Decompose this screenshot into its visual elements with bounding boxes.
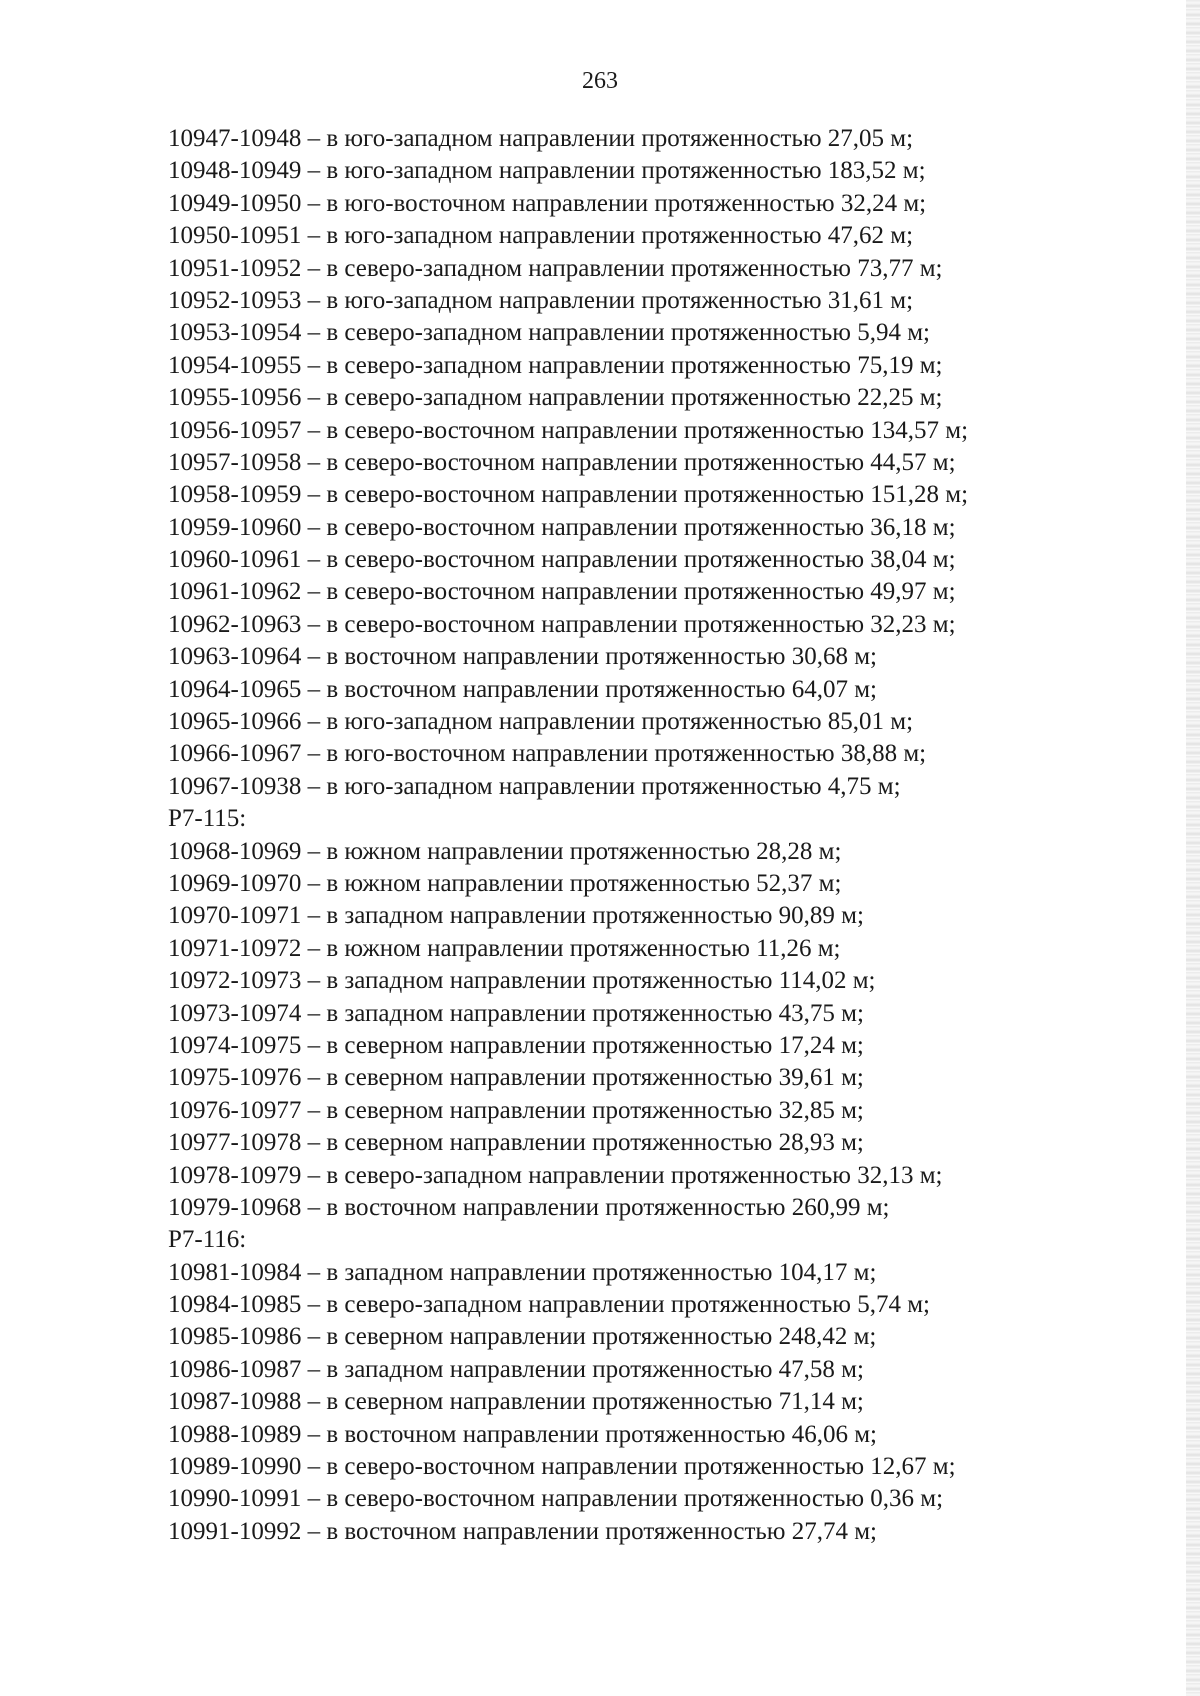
segment-description: – в северном направлении протяженностью 39,61 м;: [301, 1064, 864, 1092]
segment-line: [168, 285, 1158, 317]
segment-description: – в северо-восточном направлении протяженностью 38,04 м;: [301, 546, 956, 574]
segment-range: 10988-10989: [168, 1420, 302, 1448]
segment-range: 10969-10970: [168, 869, 302, 897]
segment-range: 10990-10991: [168, 1485, 302, 1513]
segment-range: 10968-10969: [168, 837, 302, 865]
segment-line: [168, 900, 1158, 932]
segment-line: [168, 155, 1158, 187]
segment-description: – в северном направлении протяженностью 17,24 м;: [301, 1031, 864, 1059]
segment-description: – в восточном направлении протяженностью 64,07 м;: [301, 675, 877, 703]
segment-description: – в северо-восточном направлении протяженностью 32,23 м;: [301, 610, 956, 638]
segment-description: – в северо-западном направлении протяженностью 5,94 м;: [301, 319, 931, 347]
segment-range: 10958-10959: [168, 481, 302, 509]
section-heading: Р7-115:: [168, 805, 247, 833]
segment-description: – в западном направлении протяженностью 114,02 м;: [301, 967, 876, 995]
segment-range: 10987-10988: [168, 1388, 302, 1416]
segment-line: [168, 382, 1158, 414]
segment-range: 10963-10964: [168, 643, 302, 671]
segment-line: [168, 544, 1158, 576]
segment-description: – в северо-западном направлении протяженностью 22,25 м;: [301, 384, 943, 412]
segment-description: – в юго-восточном направлении протяженностью 32,24 м;: [301, 189, 927, 217]
segment-line: [168, 868, 1158, 900]
segment-description: – в восточном направлении протяженностью 260,99 м;: [301, 1193, 890, 1221]
segment-description: – в западном направлении протяженностью 43,75 м;: [301, 999, 864, 1027]
segment-range: 10991-10992: [168, 1517, 302, 1545]
segment-line: [168, 220, 1158, 252]
segment-line: [168, 1160, 1158, 1192]
segment-description: – в восточном направлении протяженностью 27,74 м;: [301, 1517, 877, 1545]
segment-line: [168, 512, 1158, 544]
segment-range: 10950-10951: [168, 222, 302, 250]
segment-line: [168, 415, 1158, 447]
segment-description: – в восточном направлении протяженностью 46,06 м;: [301, 1420, 877, 1448]
segment-description: – в северо-восточном направлении протяженностью 0,36 м;: [301, 1485, 944, 1513]
segment-description: – в южном направлении протяженностью 28,28 м;: [301, 837, 842, 865]
segment-description: – в западном направлении протяженностью 104,17 м;: [301, 1258, 877, 1286]
segment-range: 10976-10977: [168, 1096, 302, 1124]
segment-range: 10970-10971: [168, 902, 302, 930]
segment-description: – в северо-западном направлении протяженностью 73,77 м;: [301, 254, 943, 282]
segment-range: 10974-10975: [168, 1031, 302, 1059]
segment-description: – в северо-восточном направлении протяженностью 49,97 м;: [301, 578, 956, 606]
segment-description: – в северо-восточном направлении протяженностью 44,57 м;: [301, 448, 956, 476]
segment-line: [168, 738, 1158, 770]
segment-range: 10956-10957: [168, 416, 302, 444]
segment-line: [168, 1451, 1158, 1483]
segment-description: – в северо-западном направлении протяженностью 75,19 м;: [301, 351, 943, 379]
segment-description: – в юго-западном направлении протяженностью 27,05 м;: [301, 125, 914, 152]
segment-description: – в юго-западном направлении протяженностью 4,75 м;: [301, 772, 901, 800]
segment-range: 10967-10938: [168, 772, 302, 800]
segment-range: 10985-10986: [168, 1323, 302, 1351]
segment-line: [168, 771, 1158, 803]
segment-line: [168, 1257, 1158, 1289]
segment-line: [168, 609, 1158, 641]
segment-range: 10964-10965: [168, 675, 302, 703]
segment-line: [168, 1516, 1158, 1548]
segment-range: 10966-10967: [168, 740, 302, 768]
section-heading: Р7-116:: [168, 1226, 247, 1254]
segment-range: 10975-10976: [168, 1064, 302, 1092]
segment-line: [168, 1095, 1158, 1127]
segment-range: 10960-10961: [168, 546, 302, 574]
segment-line: [168, 1386, 1158, 1418]
segment-line: [168, 576, 1158, 608]
segment-description: – в северо-восточном направлении протяженностью 12,67 м;: [301, 1453, 956, 1481]
segment-line: [168, 350, 1158, 382]
segment-range: 10949-10950: [168, 189, 302, 217]
segment-line: [168, 253, 1158, 285]
segment-range: 10948-10949: [168, 157, 302, 185]
segment-line: [168, 706, 1158, 738]
segment-line: [168, 1419, 1158, 1451]
segment-line: [168, 479, 1158, 511]
document-body: [168, 123, 1158, 1548]
segment-line: [168, 1483, 1158, 1515]
segment-line: [168, 123, 1158, 155]
segment-line: [168, 1192, 1158, 1224]
segment-line: [168, 1289, 1158, 1321]
segment-description: – в западном направлении протяженностью 47,58 м;: [301, 1355, 864, 1383]
segment-line: [168, 1321, 1158, 1353]
segment-description: – в западном направлении протяженностью 90,89 м;: [301, 902, 864, 930]
segment-range: 10951-10952: [168, 254, 302, 282]
segment-line: [168, 188, 1158, 220]
segment-line: [168, 1354, 1158, 1386]
segment-line: [168, 998, 1158, 1030]
segment-line: [168, 965, 1158, 997]
segment-description: – в юго-западном направлении протяженностью 31,61 м;: [301, 286, 914, 314]
segment-range: 10978-10979: [168, 1161, 302, 1189]
segment-description: – в северо-восточном направлении протяженностью 151,28 м;: [301, 481, 969, 509]
segment-line: [168, 641, 1158, 673]
segment-range: 10971-10972: [168, 934, 302, 962]
segment-range: 10957-10958: [168, 448, 302, 476]
segment-description: – в восточном направлении протяженностью 30,68 м;: [301, 643, 877, 671]
segment-description: – в северном направлении протяженностью 248,42 м;: [301, 1323, 877, 1351]
segment-line: [168, 1062, 1158, 1094]
segment-range: 10952-10953: [168, 286, 302, 314]
page-number: 263: [582, 68, 618, 94]
segment-range: 10961-10962: [168, 578, 302, 606]
segment-range: 10986-10987: [168, 1355, 302, 1383]
segment-description: – в северо-восточном направлении протяженностью 134,57 м;: [301, 416, 969, 444]
segment-range: 10972-10973: [168, 967, 302, 995]
segment-range: 10953-10954: [168, 319, 302, 347]
segment-line: [168, 674, 1158, 706]
segment-description: – в юго-западном направлении протяженностью 183,52 м;: [301, 157, 926, 185]
segment-description: – в южном направлении протяженностью 52,37 м;: [301, 869, 842, 897]
segment-range: 10989-10990: [168, 1453, 302, 1481]
segment-range: 10984-10985: [168, 1291, 302, 1319]
segment-range: 10981-10984: [168, 1258, 302, 1286]
segment-line: [168, 1030, 1158, 1062]
segment-description: – в северном направлении протяженностью 28,93 м;: [301, 1129, 864, 1157]
segment-range: 10979-10968: [168, 1193, 302, 1221]
segment-range: 10947-10948: [168, 125, 302, 152]
segment-description: – в южном направлении протяженностью 11,26 м;: [301, 934, 841, 962]
scan-edge-noise: [1186, 0, 1200, 1696]
segment-line: [168, 836, 1158, 868]
segment-range: 10973-10974: [168, 999, 302, 1027]
segment-description: – в северо-западном направлении протяженностью 5,74 м;: [301, 1291, 931, 1319]
segment-range: 10954-10955: [168, 351, 302, 379]
segment-line: [168, 933, 1158, 965]
segment-range: 10955-10956: [168, 384, 302, 412]
segment-range: 10965-10966: [168, 708, 302, 736]
segment-description: – в северном направлении протяженностью 32,85 м;: [301, 1096, 864, 1124]
segment-description: – в северо-восточном направлении протяженностью 36,18 м;: [301, 513, 956, 541]
segment-line: [168, 447, 1158, 479]
segment-range: 10959-10960: [168, 513, 302, 541]
segment-range: 10977-10978: [168, 1129, 302, 1157]
segment-description: – в северном направлении протяженностью 71,14 м;: [301, 1388, 864, 1416]
segment-description: – в северо-западном направлении протяженностью 32,13 м;: [301, 1161, 943, 1189]
segment-description: – в юго-западном направлении протяженностью 47,62 м;: [301, 222, 914, 250]
segment-line: [168, 1127, 1158, 1159]
segment-description: – в юго-западном направлении протяженностью 85,01 м;: [301, 708, 914, 736]
segment-line: [168, 317, 1158, 349]
segment-description: – в юго-восточном направлении протяженностью 38,88 м;: [301, 740, 927, 768]
segment-range: 10962-10963: [168, 610, 302, 638]
